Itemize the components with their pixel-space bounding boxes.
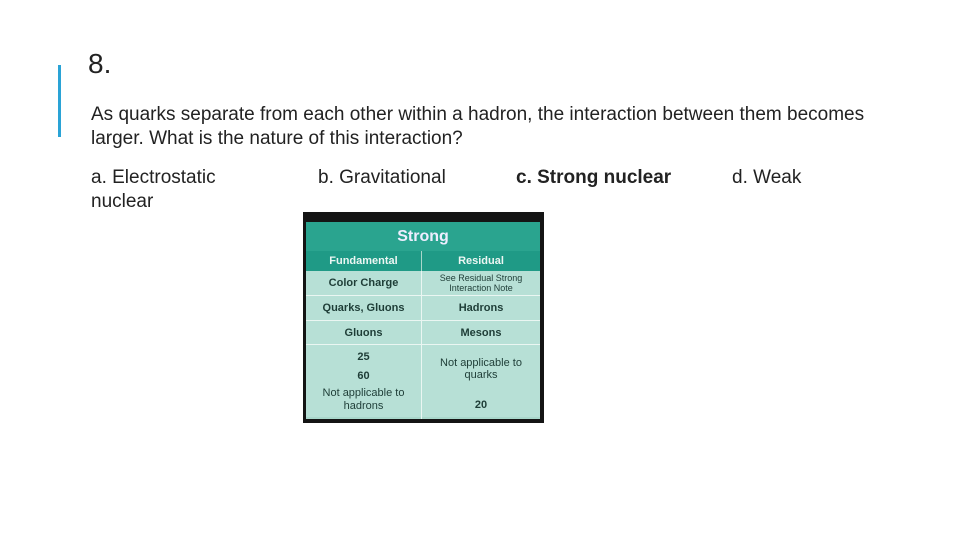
choice-a[interactable]: a. Electrostatic nuclear — [91, 167, 216, 212]
cell-residual-4: Not applicable to quarks — [422, 345, 540, 393]
table-body — [306, 222, 540, 419]
cell-residual-3: Mesons — [422, 321, 540, 345]
slide-number: 8. — [88, 48, 112, 79]
accent-bar — [58, 65, 61, 137]
cell-fundamental-4: 25 — [306, 345, 421, 369]
column-divider — [421, 271, 422, 419]
cell-fundamental-3: Gluons — [306, 321, 421, 345]
header-fundamental: Fundamental — [306, 251, 421, 271]
cell-fundamental-5: 60 — [306, 369, 421, 383]
cell-residual-5: 20 — [422, 393, 540, 417]
cell-residual-2: Hadrons — [422, 296, 540, 321]
cell-fundamental-1: Color Charge — [306, 271, 421, 296]
cell-residual-1: See Residual Strong Interaction Note — [422, 271, 540, 296]
choice-b[interactable]: b. Gravitational — [318, 167, 446, 188]
strong-interaction-table — [303, 212, 544, 423]
header-residual: Residual — [422, 251, 540, 271]
cell-fundamental-2: Quarks, Gluons — [306, 296, 421, 321]
choice-d[interactable]: d. Weak — [732, 167, 802, 188]
table-title: Strong — [306, 222, 540, 251]
question-text: As quarks separate from each other within a hadron, the interaction between them becomes larger. What is the nature of this interaction? — [91, 104, 865, 149]
cell-fundamental-note: Not applicable to hadrons — [306, 383, 421, 417]
choice-c[interactable]: c. Strong nuclear — [516, 167, 672, 188]
